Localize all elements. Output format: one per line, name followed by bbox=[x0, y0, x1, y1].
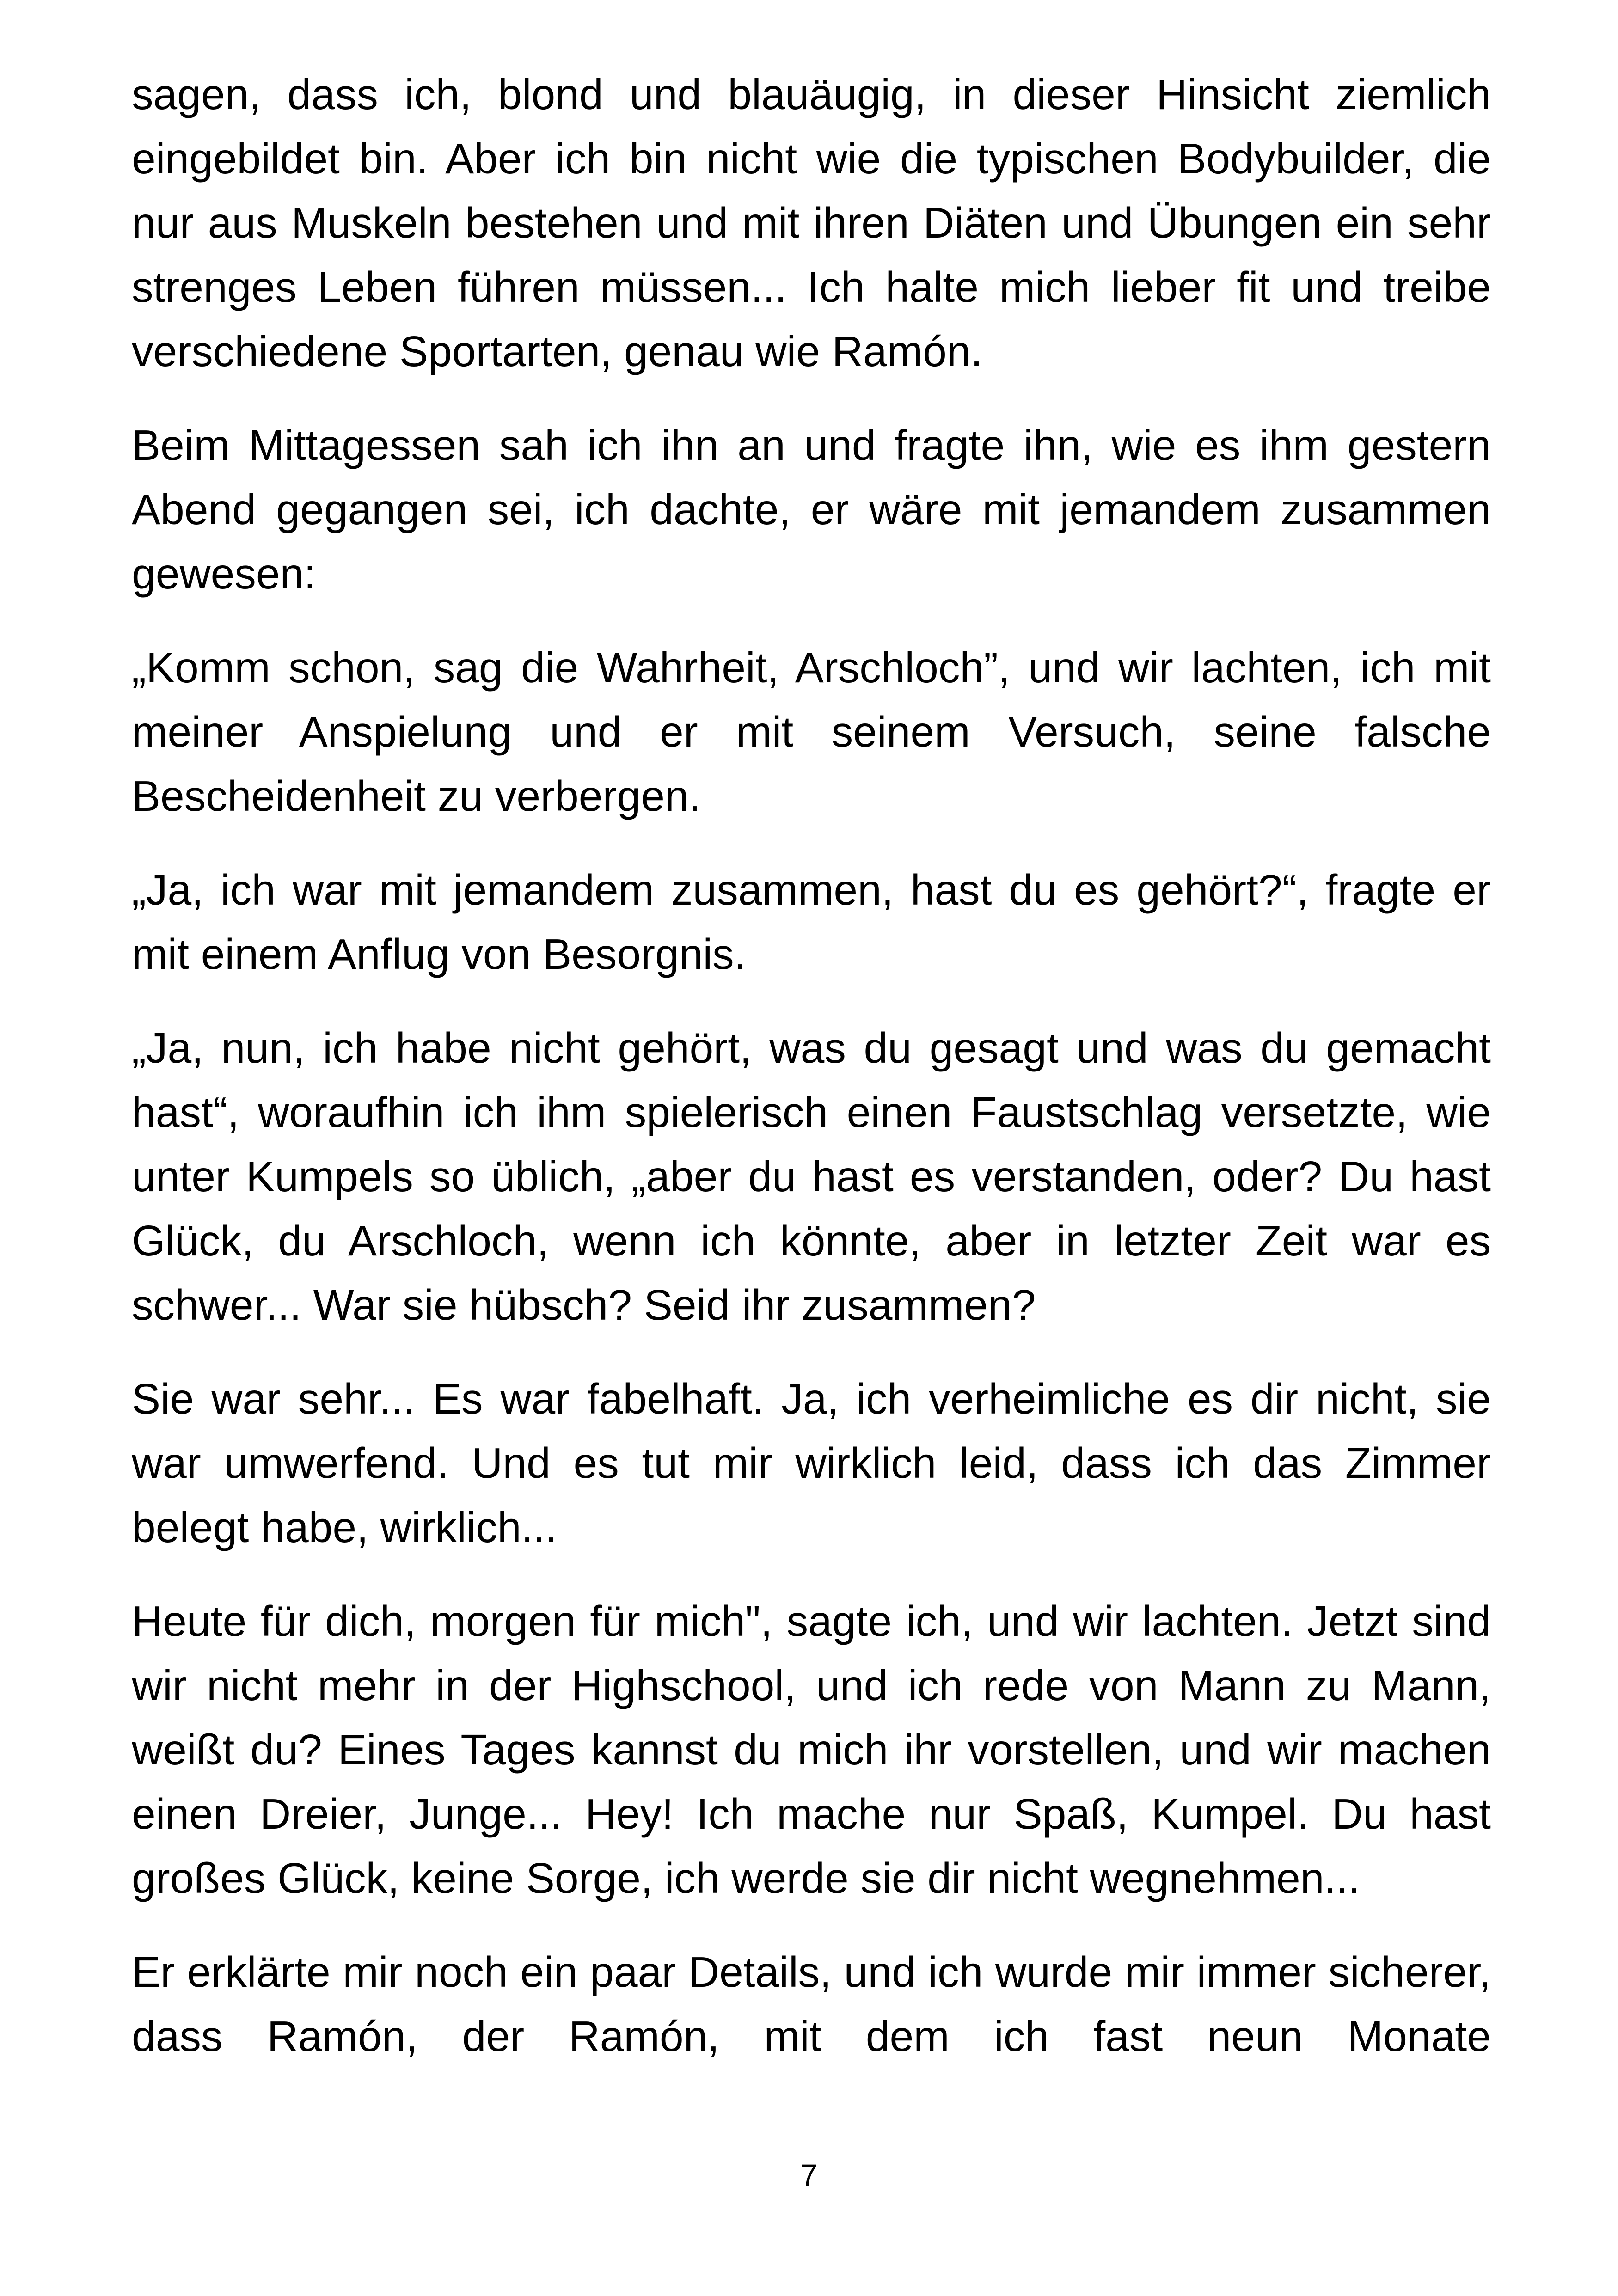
paragraph-2: Beim Mittagessen sah ich ihn an und fragte ihn, wie es ihm gestern Abend gegangen sei, ich dachte, er wäre mit jemandem zusammen gewesen: bbox=[132, 421, 1491, 598]
paragraph-3: „Komm schon, sag die Wahrheit, Arschloch”, und wir lachten, ich mit meiner Anspielung und er mit seinem Versuch, seine falsche Bescheidenheit zu verbergen. bbox=[132, 643, 1491, 820]
paragraph-4: „Ja, ich war mit jemandem zusammen, hast du es gehört?“, fragte er mit einem Anflug von Besorgnis. bbox=[132, 866, 1491, 978]
paragraph-5: „Ja, nun, ich habe nicht gehört, was du gesagt und was du gemacht hast“, woraufhin ich ihm spielerisch einen Faustschlag versetzte, wie unter Kumpels so üblich, „aber du hast es verstanden, oder? Du hast Glück, du Arschloch, wenn ich könnte, aber in letzter Zeit war es schwer... War sie hübsch? Seid ihr zusammen? bbox=[132, 1024, 1491, 1329]
paragraph-6: Sie war sehr... Es war fabelhaft. Ja, ich verheimliche es dir nicht, sie war umwerfend. Und es tut mir wirklich leid, dass ich das Zimmer belegt habe, wirklich... bbox=[132, 1375, 1491, 1551]
page-number: 7 bbox=[800, 2158, 818, 2192]
paragraph-7: Heute für dich, morgen für mich", sagte ich, und wir lachten. Jetzt sind wir nicht mehr in der Highschool, und ich rede von Mann zu Mann, weißt du? Eines Tages kannst du mich ihr vorstellen, und wir machen einen Dreier, Junge... Hey! Ich mache nur Spaß, Kumpel. Du hast großes Glück, keine Sorge, ich werde sie dir nicht wegnehmen... bbox=[132, 1597, 1491, 1902]
body-text bbox=[132, 62, 1491, 2069]
paragraph-8: Er erklärte mir noch ein paar Details, und ich wurde mir immer sicherer, dass Ramón, der Ramón, mit dem ich fast neun Monate bbox=[132, 1948, 1491, 2060]
paragraph-1: sagen, dass ich, blond und blauäugig, in dieser Hinsicht ziemlich eingebildet bin. Aber ich bin nicht wie die typischen Bodybuilder, die nur aus Muskeln bestehen und mit ihren Diäten und Übungen ein sehr strenges Leben führen müssen... Ich halte mich lieber fit und treibe verschiedene Sportarten, genau wie Ramón. bbox=[132, 70, 1491, 375]
